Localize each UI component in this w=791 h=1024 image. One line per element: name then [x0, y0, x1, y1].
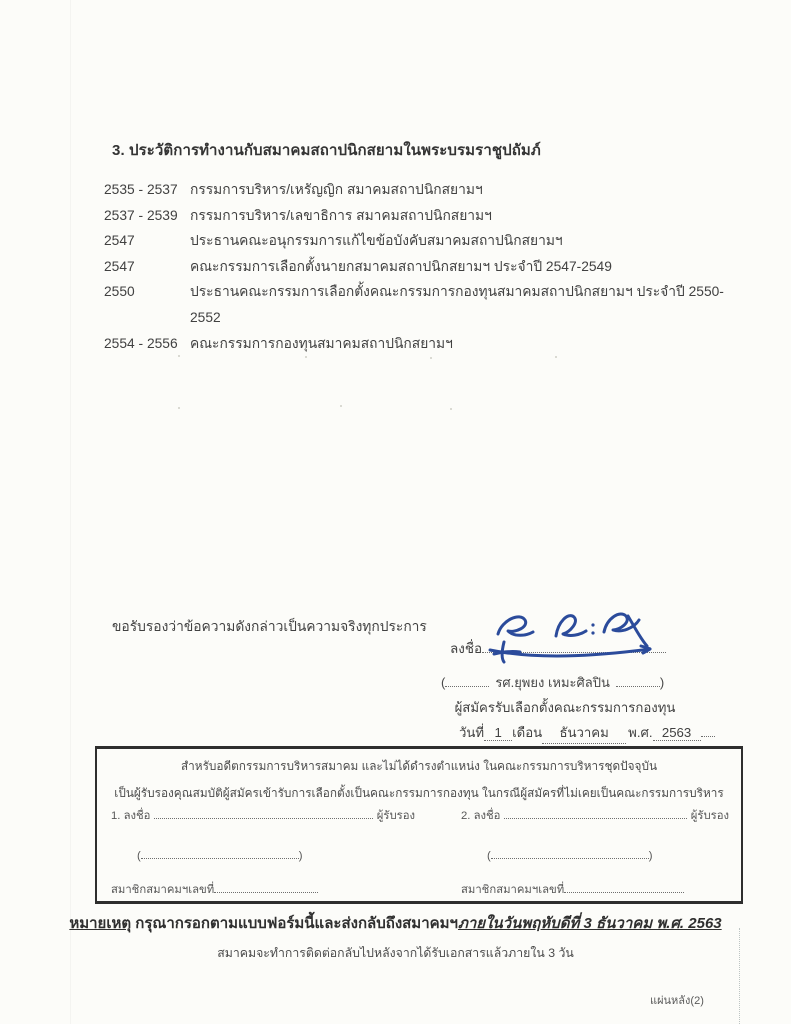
date-label: วันที่	[459, 725, 485, 740]
endorser-entry-1	[111, 805, 415, 898]
sign-dotted-line	[504, 805, 686, 819]
history-role: กรรมการบริหาร/เหรัญญิก สมาคมสถาปนิกสยามฯ	[190, 182, 483, 197]
work-history-list	[104, 177, 724, 356]
paren-close: )	[298, 850, 303, 862]
endorser-member-line	[111, 877, 415, 898]
paren-open: (	[441, 675, 446, 690]
member-number-label: สมาชิกสมาคมฯเลขที่	[461, 884, 565, 896]
history-years: 2535 - 2537	[104, 182, 178, 197]
dotted-leader	[445, 671, 489, 687]
scan-speck	[430, 357, 432, 359]
year-value: 2563	[653, 725, 701, 741]
history-row	[104, 254, 724, 280]
contact-note: สมาคมจะทำการติดต่อกลับไปหลังจากได้รับเอกสารแล้วภายใน 3 วัน	[217, 946, 574, 960]
deadline-text: ภายในวันพฤหับดีที่ 3 ธันวาคม พ.ศ. 2563	[457, 915, 722, 932]
history-role: ประธานคณะกรรมการเลือกตั้งคณะกรรมการกองทุนสมาคมสถาปนิกสยามฯ ประจำปี 2550-2552	[190, 284, 724, 325]
endorsement-box	[95, 746, 743, 904]
history-row	[104, 331, 724, 357]
history-role: คณะกรรมการกองทุนสมาคมสถาปนิกสยามฯ	[190, 335, 453, 351]
endorsement-header-line1: สำหรับอดีตกรรมการบริหารสมาคม และไม่ได้ดำรงตำแหน่ง ในคณะกรรมการบริหารชุดปัจจุบัน	[180, 759, 658, 773]
member-number-label: สมาชิกสมาคมฯเลขที่	[111, 884, 215, 896]
handwritten-signature-ink	[468, 600, 678, 670]
history-row	[104, 228, 724, 254]
history-row	[104, 203, 724, 229]
certification-statement: ขอรับรองว่าข้อความดังกล่าวเป็นความจริงทุกประการ	[112, 619, 427, 634]
endorsement-header-line2: เป็นผู้รับรองคุณสมบัติผู้สมัครเข้ารับการเลือกตั้งเป็นคณะกรรมการกองทุน ในกรณีผู้สมัครที่ไม่เคยเป็นคณะกรรมการบริหาร	[114, 786, 724, 800]
dotted-leader	[141, 843, 299, 859]
sign-label: ลงชื่อ	[450, 641, 483, 656]
footer-note	[0, 911, 791, 935]
dotted-leader	[564, 877, 684, 893]
signer-title: ผู้สมัครรับเลือกตั้งคณะกรรมการกองทุน	[454, 700, 676, 715]
date-day: 1	[484, 725, 512, 741]
history-row	[104, 177, 724, 203]
month-value: ธันวาคม	[542, 722, 626, 744]
certifier-label: ผู้รับรอง	[376, 810, 415, 822]
sign-dotted-line	[154, 805, 372, 819]
scan-speck	[555, 356, 557, 358]
dotted-leader	[701, 721, 715, 737]
history-years: 2537 - 2539	[104, 207, 178, 223]
history-years: 2547	[104, 233, 135, 249]
history-role: คณะกรรมการเลือกตั้งนายกสมาคมสถาปนิกสยามฯ ประจำปี 2547-2549	[190, 258, 612, 274]
note-text: กรุณากรอกตามแบบฟอร์มนี้และส่งกลับถึงสมาคมฯ	[131, 915, 458, 932]
scan-speck	[450, 408, 452, 410]
endorser-name-line	[111, 843, 415, 862]
dotted-leader	[214, 877, 318, 893]
scan-speck	[340, 405, 342, 407]
endorser-sign-row	[111, 805, 415, 824]
history-role: กรรมการบริหาร/เลขาธิการ สมาคมสถาปนิกสยามฯ	[190, 207, 492, 223]
paren-close: )	[659, 675, 665, 690]
endorser-member-line	[461, 877, 729, 898]
scan-speck	[178, 407, 180, 409]
dotted-leader	[616, 671, 660, 687]
scan-fold-line-right	[739, 928, 740, 1024]
note-label: หมายเหตุ	[69, 915, 132, 932]
scan-speck	[305, 356, 307, 358]
dotted-leader	[491, 843, 649, 859]
sign-label: ลงชื่อ	[473, 810, 501, 822]
endorser-entry-2	[461, 805, 729, 898]
history-years: 2554 - 2556	[104, 335, 178, 351]
signer-name-line	[441, 671, 664, 693]
history-role: ประธานคณะอนุกรรมการแก้ไขข้อบังคับสมาคมสถาปนิกสยามฯ	[190, 233, 563, 249]
date-line	[459, 721, 715, 744]
certifier-label: ผู้รับรอง	[690, 810, 729, 822]
history-years: 2550	[104, 284, 135, 300]
entry-number: 2.	[461, 810, 471, 822]
month-label: เดือน	[512, 725, 543, 740]
sheet-label: แผ่นหลัง(2)	[650, 995, 704, 1007]
paren-open: (	[487, 850, 491, 862]
sign-label: ลงชื่อ	[123, 810, 151, 822]
section-title: 3. ประวัติการทำงานกับสมาคมสถาปนิกสยามในพระบรมราชูปถัมภ์	[112, 142, 541, 159]
signer-name: รศ.ยุพยง เหมะศิลปิน	[495, 675, 610, 690]
era-label: พ.ศ.	[628, 725, 653, 740]
endorser-name-line	[461, 843, 729, 862]
paren-close: )	[648, 850, 653, 862]
history-row	[104, 279, 724, 330]
endorser-sign-row	[461, 805, 729, 824]
scan-fold-line-left	[70, 0, 71, 1024]
history-years: 2547	[104, 258, 135, 274]
entry-number: 1.	[111, 810, 121, 822]
paren-open: (	[137, 850, 141, 862]
